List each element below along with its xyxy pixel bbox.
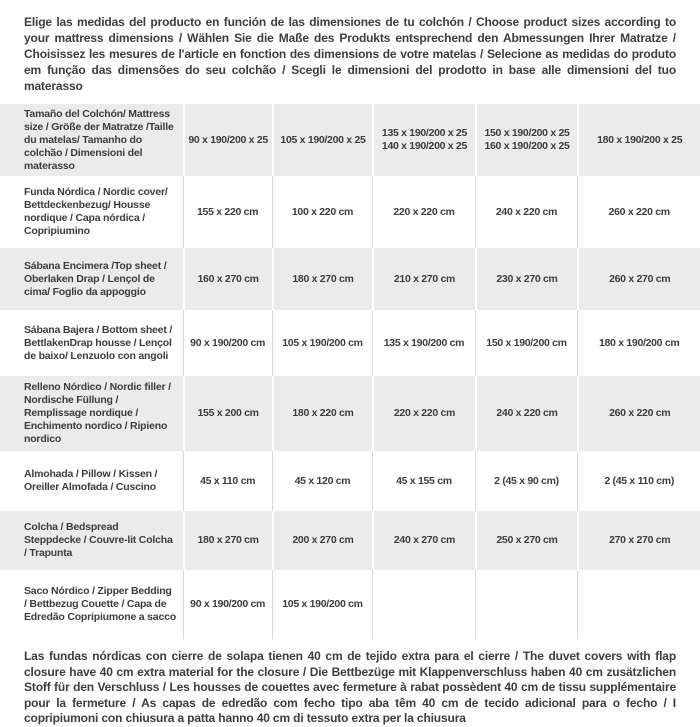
size-cell (272, 511, 373, 570)
size-cell (372, 451, 474, 511)
size-value: 90 x 190/200 cm (190, 598, 266, 610)
table-row (0, 511, 700, 570)
size-value: 155 x 220 cm (197, 205, 259, 218)
size-value: 135 x 190/200 cm (383, 336, 465, 349)
size-value: 45 x 155 cm (396, 474, 452, 487)
size-cell (475, 511, 578, 570)
size-cell (475, 451, 578, 511)
size-cell (475, 104, 578, 176)
size-value: 220 x 220 cm (393, 205, 455, 218)
size-cell (183, 570, 272, 639)
size-value: 135 x 190/200 x 25 (381, 127, 468, 139)
table-row (0, 570, 700, 639)
size-value: 150 x 190/200 cm (486, 336, 567, 349)
size-value: 240 x 220 cm (496, 407, 558, 419)
size-cell (577, 570, 700, 639)
size-value: 230 x 270 cm (496, 272, 558, 285)
row-label: Almohada / Pillow / Kissen / Oreiller Almofada / Cuscino (24, 468, 158, 493)
size-cell (475, 310, 578, 376)
size-cell (577, 104, 700, 176)
size-cell (577, 511, 700, 570)
row-label: Relleno Nórdico / Nordic filler / Nordische Füllung / Remplissage nordique / Enchimento nordico / Ripieno nordico (24, 381, 171, 445)
size-cell (183, 310, 272, 376)
size-cell (372, 511, 474, 570)
size-cell (272, 310, 373, 376)
size-cell (577, 451, 700, 511)
size-table (0, 104, 700, 639)
size-value: 240 x 220 cm (495, 205, 558, 218)
size-value: 160 x 190/200 x 25 (484, 140, 570, 152)
size-value: 200 x 270 cm (292, 534, 354, 546)
row-label: Tamaño del Colchón/ Mattress size / Größe der Matratze /Taille du matelas/ Tamanho do colchão / Dimensioni del materasso (24, 107, 174, 172)
size-cell (577, 176, 700, 248)
row-label: Funda Nórdica / Nordic cover/ Bettdeckenbezug/ Housse nordique / Capa nórdica / Copripiumino (24, 186, 168, 237)
size-cell (372, 310, 474, 376)
size-cell (372, 104, 474, 176)
table-row (0, 451, 700, 511)
size-cell (272, 176, 373, 248)
size-cell (372, 570, 474, 639)
size-value: 155 x 200 cm (197, 407, 259, 419)
size-value: 2 (45 x 90 cm) (494, 474, 559, 487)
size-cell (272, 451, 373, 511)
size-value: 45 x 110 cm (200, 474, 256, 487)
size-value: 250 x 270 cm (496, 534, 558, 546)
size-cell (183, 248, 272, 310)
table-row (0, 248, 700, 310)
size-cell (272, 570, 373, 639)
size-cell (372, 376, 474, 451)
size-value: 240 x 270 cm (393, 534, 456, 546)
flap-closure-note-text: Las fundas nórdicas con cierre de solapa tienen 40 cm de tejido extra para el cierre / The duvet covers with flap closure have 40 cm extra material for the closure / Die Bettbezüge mit Klappenverschluss haben 40 cm zusätzlichen Stoff für den Verschluss / Les housses de couettes avec fermeture à rabat possèdent 40 cm de tissu supplémentaire pour la fermeture / As capas de edredão com fecho tipo aba têm 40 cm de tecido adicional para o fecho / I copripiumoni con chiusura a patta hanno 40 cm di tessuto extra per la chiusura (24, 649, 676, 725)
size-value: 180 x 270 cm (292, 272, 354, 285)
table-row (0, 310, 700, 376)
size-value: 270 x 270 cm (609, 534, 671, 546)
size-cell (183, 511, 272, 570)
size-guide-intro-text: Elige las medidas del producto en función de las dimensiones de tu colchón / Choose product sizes according to your mattress dimensions / Wählen Sie die Maße des Produkts entsprechend den Abmessungen Ihrer Matratze / Choisissez les mesures de l'article en fonction des dimensions de votre matelas / Selecione as medidas do produto em função das dimensões do seu colchão / Scegli le dimensioni del prodotto in base alle dimensioni del tuo materasso (24, 15, 676, 93)
size-value: 260 x 220 cm (609, 407, 671, 419)
size-cell (183, 104, 272, 176)
table-row (0, 176, 700, 248)
row-label: Sábana Encimera /Top sheet / Oberlaken Drap / Lençol de cima/ Foglio da appoggio (24, 259, 167, 298)
size-cell (372, 248, 474, 310)
size-value: 180 x 190/200 x 25 (597, 133, 683, 146)
row-label: Sábana Bajera / Bottom sheet / BettlakenDrap housse / Lençol de baixo/ Lenzuolo con angoli (24, 323, 173, 362)
size-value: 210 x 270 cm (393, 272, 456, 285)
size-cell (372, 176, 474, 248)
size-cell (475, 570, 578, 639)
size-value: 45 x 120 cm (294, 474, 351, 487)
size-cell (272, 104, 373, 176)
size-value: 90 x 190/200 x 25 (188, 133, 268, 146)
size-cell (577, 310, 700, 376)
size-cell (577, 376, 700, 451)
size-value: 180 x 220 cm (292, 407, 354, 419)
size-value: 2 (45 x 110 cm) (604, 474, 675, 487)
size-cell (475, 376, 578, 451)
size-value: 150 x 190/200 x 25 (484, 127, 570, 139)
row-label: Saco Nórdico / Zipper Bedding / Bettbezug Couette / Capa de Edredão Copripiumone a sacco (24, 585, 176, 623)
size-cell (577, 248, 700, 310)
size-cell (272, 376, 373, 451)
size-cell (475, 248, 578, 310)
size-value: 260 x 270 cm (609, 272, 671, 285)
size-value: 160 x 270 cm (197, 272, 259, 285)
table-row (0, 104, 700, 176)
size-value: 180 x 270 cm (197, 534, 259, 546)
size-cell (475, 176, 578, 248)
table-row (0, 376, 700, 451)
size-cell (183, 451, 272, 511)
size-value: 105 x 190/200 x 25 (280, 133, 366, 146)
size-value: 105 x 190/200 cm (282, 336, 363, 349)
size-value: 260 x 220 cm (608, 205, 670, 218)
size-value: 140 x 190/200 x 25 (381, 140, 468, 152)
size-value: 100 x 220 cm (291, 205, 354, 218)
size-value: 220 x 220 cm (393, 407, 456, 419)
row-label: Colcha / Bedspread Steppdecke / Couvre-lit Colcha / Trapunta (24, 521, 173, 559)
size-cell (183, 176, 272, 248)
size-value: 105 x 190/200 cm (282, 598, 363, 610)
size-value: 180 x 190/200 cm (598, 336, 680, 349)
size-cell (183, 376, 272, 451)
size-value: 90 x 190/200 cm (190, 336, 266, 349)
size-cell (272, 248, 373, 310)
